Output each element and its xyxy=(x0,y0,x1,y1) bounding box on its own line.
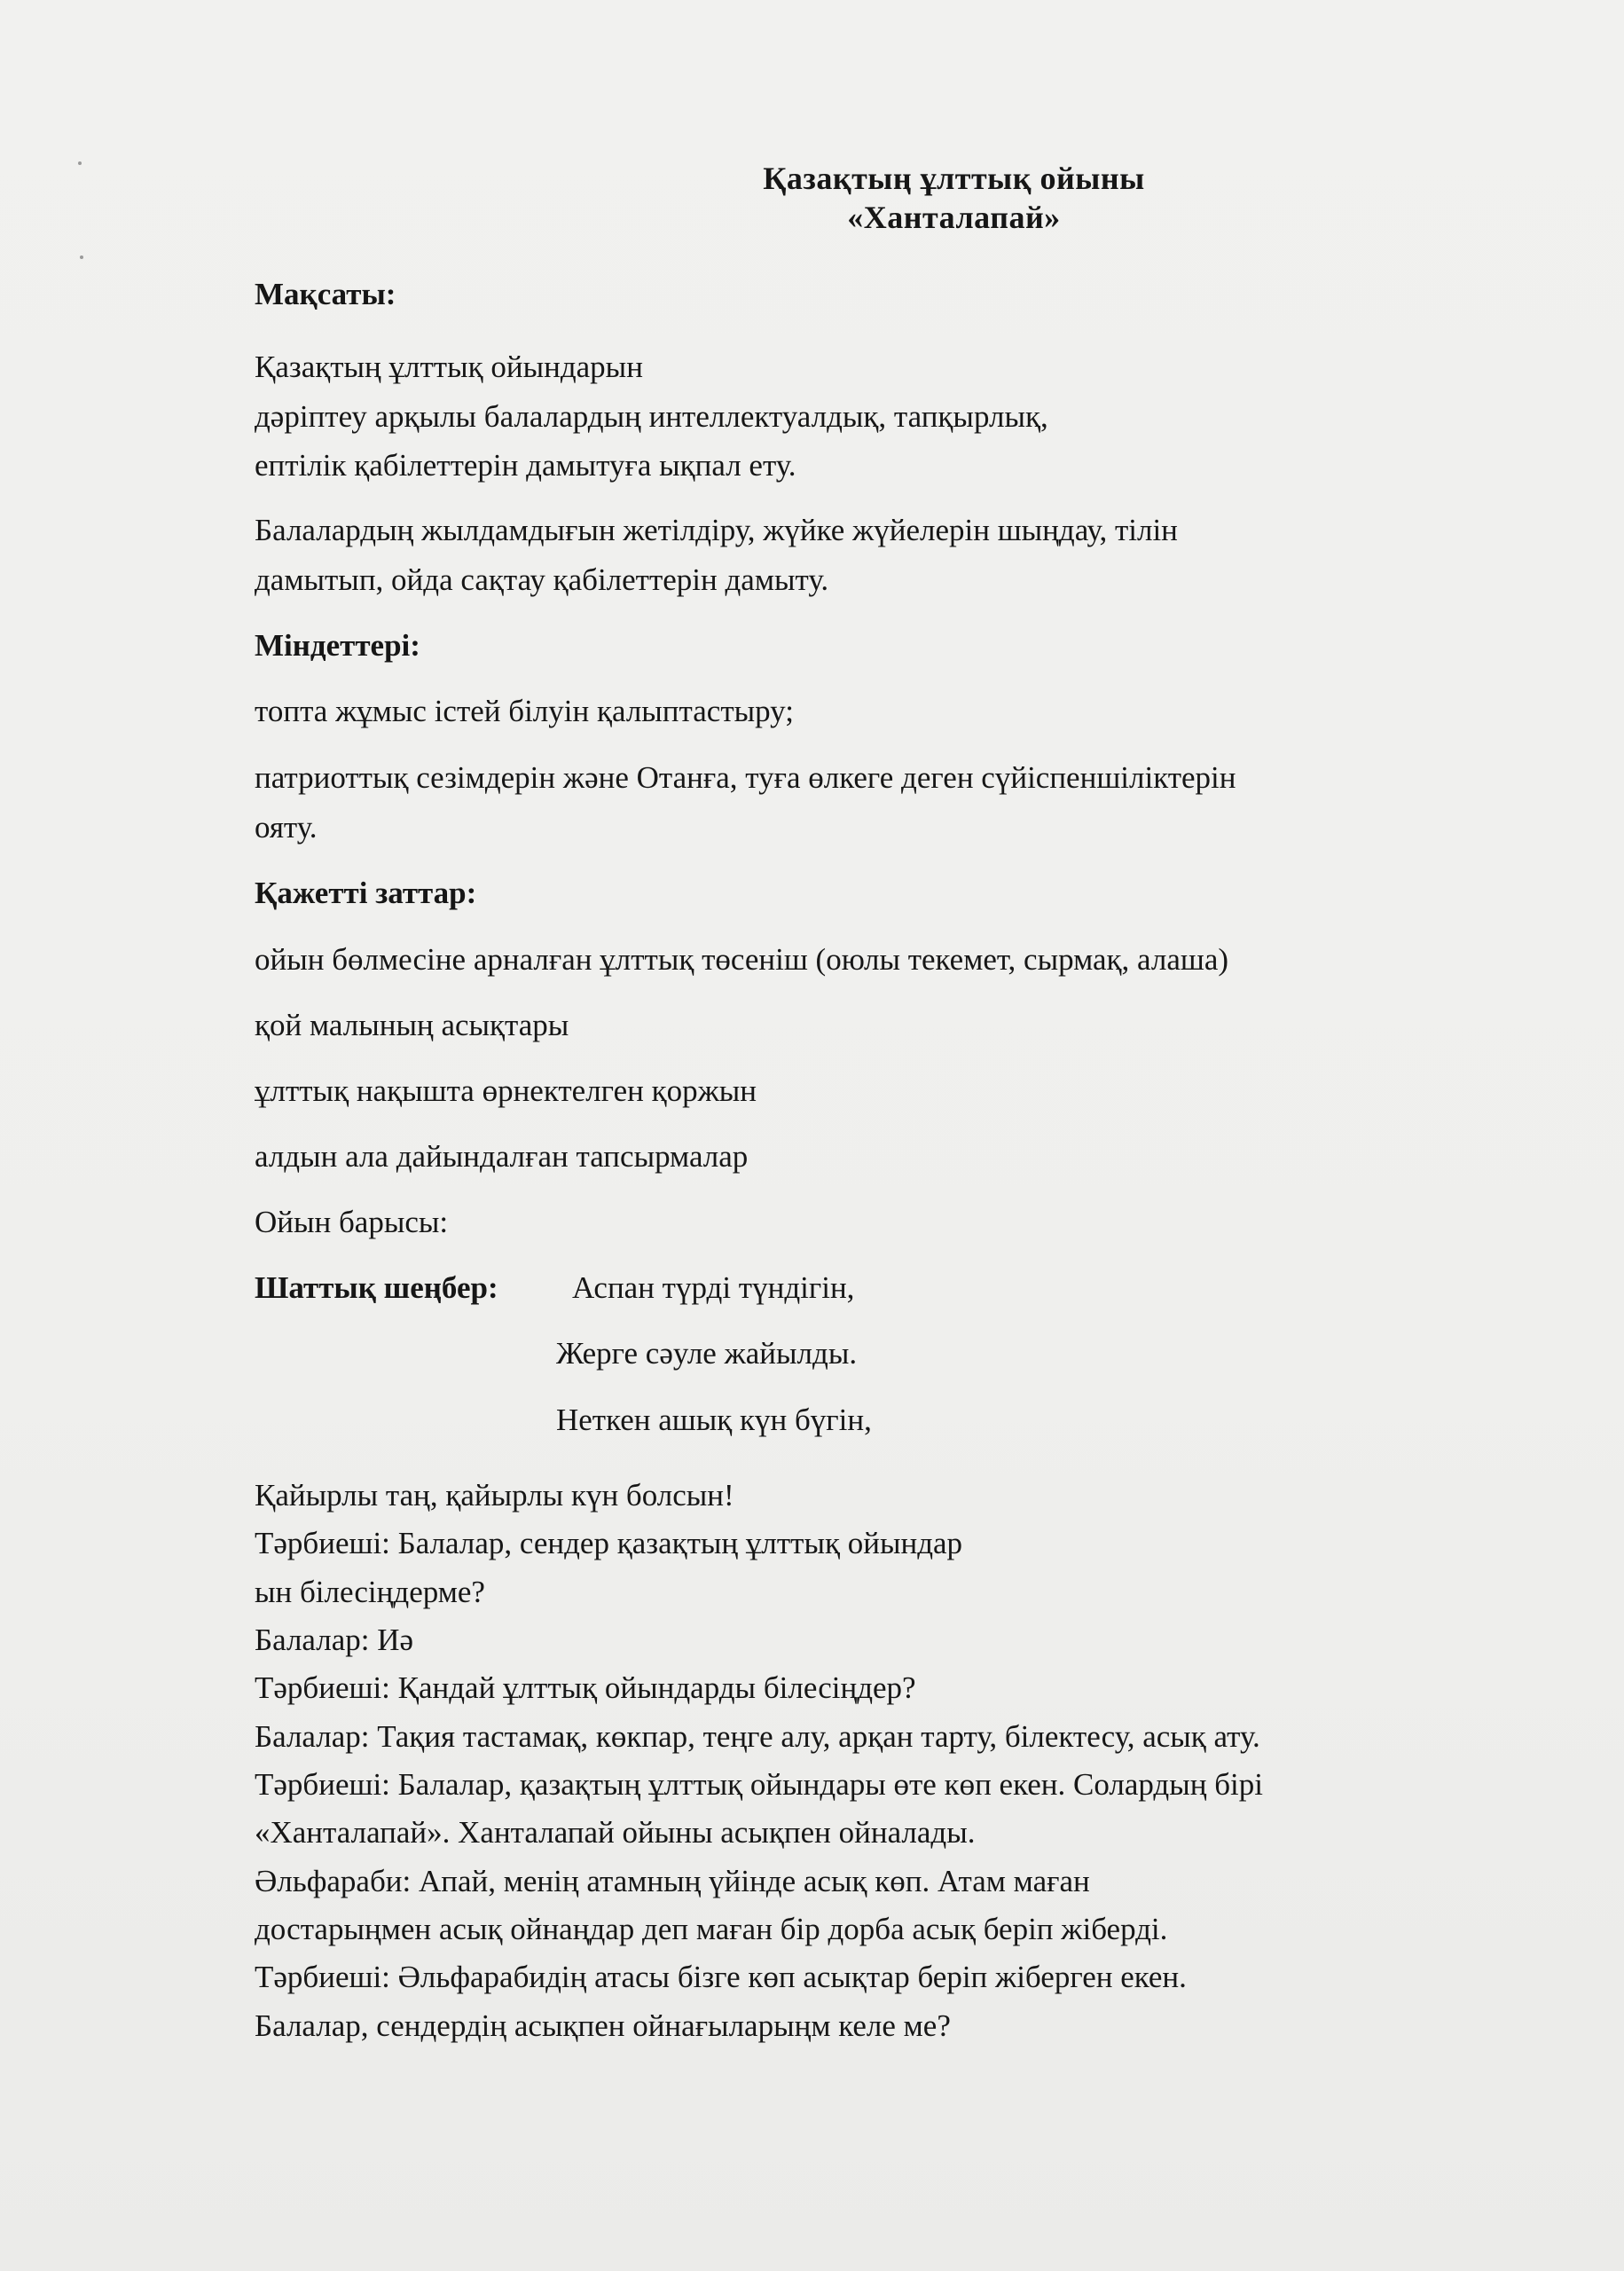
poem-line: Неткен ашық күн бүгін, xyxy=(556,1403,872,1437)
goals-line: дәріптеу арқылы балалардың интеллектуалдық, тапқырлық, xyxy=(255,399,1048,434)
materials-heading: Қажетті заттар: xyxy=(255,876,477,910)
dialogue-line: достарыңмен асық ойнаңдар деп маған бір дорба асық беріп жіберді. xyxy=(255,1912,1168,1946)
goals-line: ептілік қабілеттерін дамытуға ықпал ету. xyxy=(255,448,796,483)
dialogue-line: Тәрбиеші: Балалар, сендер қазақтың ұлттық ойындар xyxy=(255,1526,963,1560)
goals-line: дамытып, ойда сақтау қабілеттерін дамыту. xyxy=(255,562,829,597)
tasks-line: патриоттық сезімдерін және Отанға, туға өлкеге деген сүйіспеншіліктерін xyxy=(255,760,1236,795)
goals-heading: Мақсаты: xyxy=(255,277,396,311)
dialogue-line: ын білесіңдерме? xyxy=(255,1575,485,1609)
poem-line: Жерге сәуле жайылды. xyxy=(556,1336,858,1371)
dialogue-line: Балалар: Иә xyxy=(255,1623,414,1657)
goals-line: Балалардың жылдамдығын жетілдіру, жүйке жүйелерін шыңдау, тілін xyxy=(255,513,1178,547)
dialogue-line: Балалар, сендердің асықпен ойнағыларыңм келе ме? xyxy=(255,2008,951,2043)
materials-item: ойын бөлмесіне арналған ұлттық төсеніш (оюлы текемет, сырмақ, алаша) xyxy=(255,942,1229,977)
margin-mark xyxy=(80,255,83,259)
margin-mark xyxy=(78,161,82,165)
materials-item: алдын ала дайындалған тапсырмалар xyxy=(255,1139,749,1174)
dialogue-line: Қайырлы таң, қайырлы күн болсын! xyxy=(255,1478,734,1513)
goals-line: Қазақтың ұлттық ойындарын xyxy=(255,350,643,384)
dialogue-line: Балалар: Тақия тастамақ, көкпар, теңге алу, арқан тарту, білектесу, асық ату. xyxy=(255,1719,1260,1754)
materials-item: қой малының асықтары xyxy=(255,1008,569,1042)
dialogue-line: Тәрбиеші: Қандай ұлттық ойындарды білесіңдер? xyxy=(255,1670,916,1705)
title-line-1: Қазақтың ұлттық ойыны xyxy=(763,161,1145,196)
tasks-line: ояту. xyxy=(255,810,318,845)
dialogue-line: Тәрбиеші: Балалар, қазақтың ұлттық ойындары өте көп екен. Солардың бірі xyxy=(255,1767,1263,1802)
tasks-line: топта жұмыс істей білуін қалыптастыру; xyxy=(255,694,794,728)
title-line-2: «Ханталапай» xyxy=(847,200,1061,235)
tasks-heading: Міндеттері: xyxy=(255,628,420,663)
dialogue-line: Әльфараби: Апай, менің атамның үйінде асық көп. Атам маған xyxy=(255,1864,1090,1898)
materials-item: ұлттық нақышта өрнектелген қоржын xyxy=(255,1073,757,1108)
circle-label: Шаттық шеңбер: xyxy=(255,1270,498,1305)
dialogue-line: «Ханталапай». Ханталапай ойыны асықпен ойналады. xyxy=(255,1815,976,1850)
dialogue-line: Тәрбиеші: Әльфарабидің атасы бізге көп асықтар беріп жіберген екен. xyxy=(255,1960,1187,1994)
process-label: Ойын барысы: xyxy=(255,1205,449,1239)
poem-line: Аспан түрді түндігін, xyxy=(572,1270,855,1305)
